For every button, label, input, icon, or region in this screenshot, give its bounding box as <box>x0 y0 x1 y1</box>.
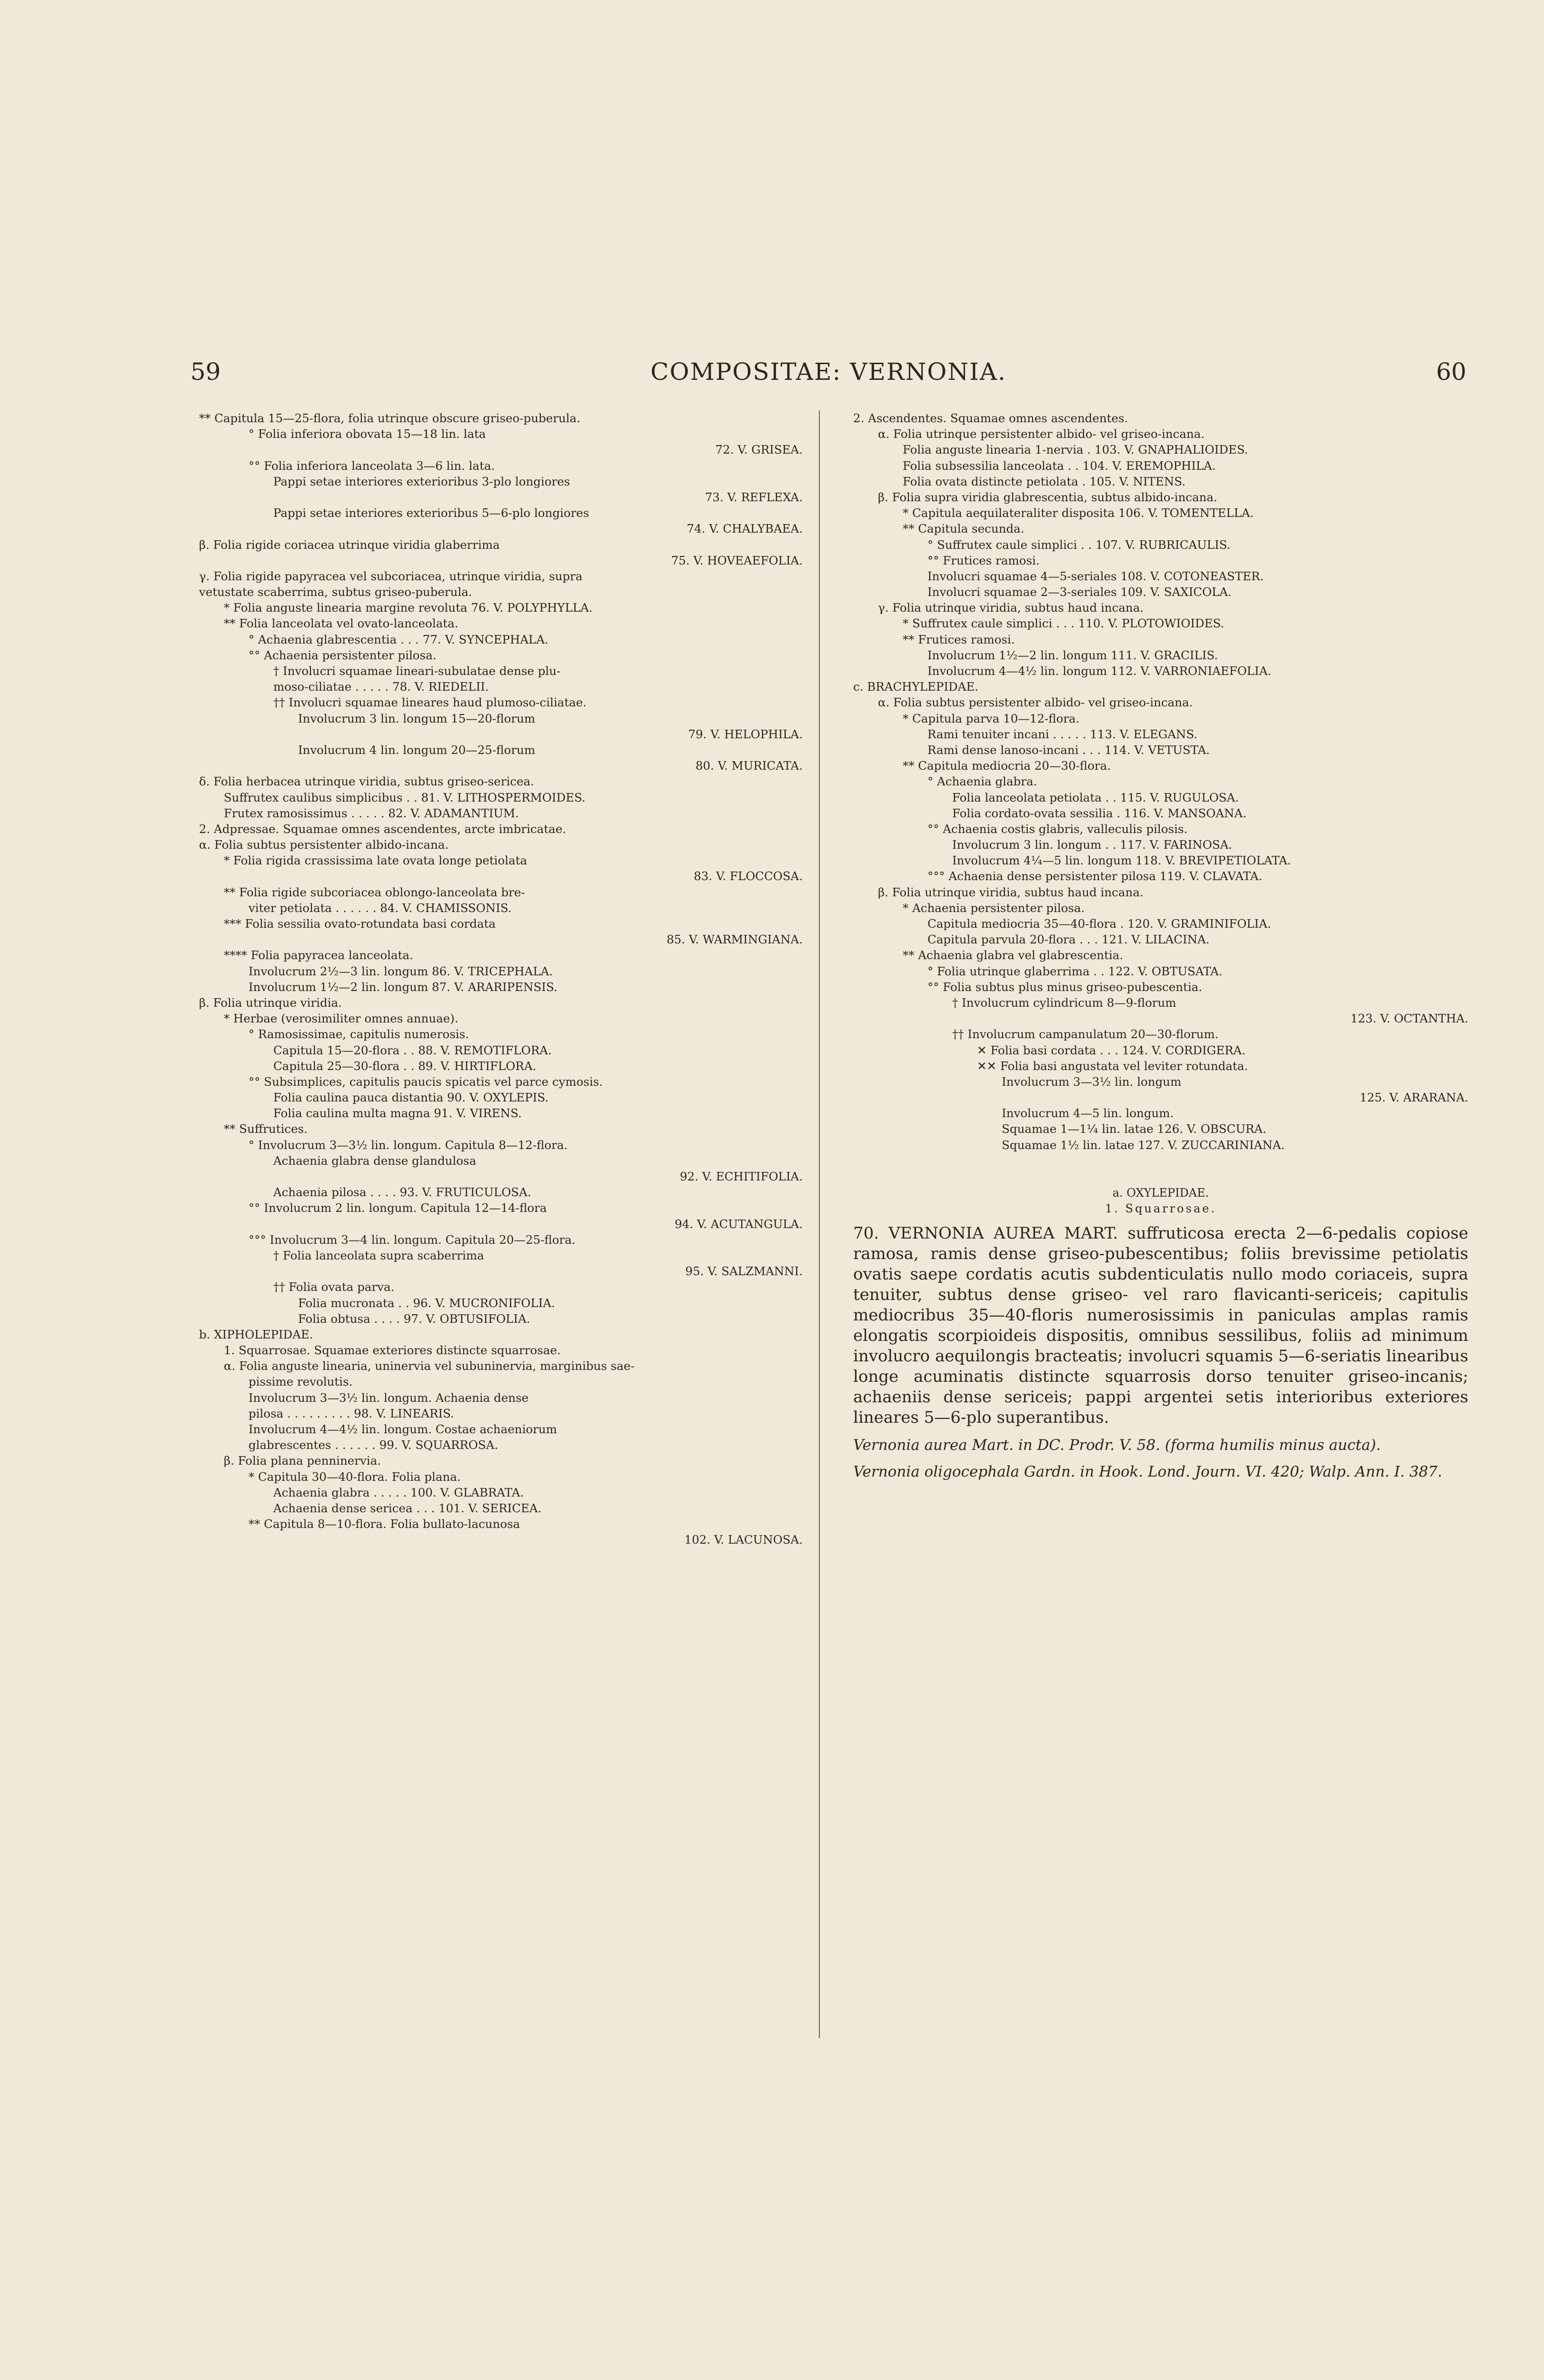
key-line: ° Folia inferiora obovata 15—18 lin. lata <box>249 427 486 441</box>
key-line: Folia caulina multa magna 91. V. VIRENS. <box>273 1106 522 1121</box>
key-line: * Folia rigida crassissima late ovata longe petiolata <box>224 853 528 868</box>
key-line: °° Folia subtus plus minus griseo-pubescentia. <box>927 980 1203 994</box>
key-right-column <box>853 410 1468 1481</box>
key-line: 2. Adpressae. Squamae omnes ascendentes, arcte imbricatae. <box>199 822 567 836</box>
key-line: c. BRACHYLEPIDAE. <box>853 680 979 694</box>
key-line: * Folia anguste linearia margine revoluta 76. V. POLYPHYLLA. <box>224 601 593 615</box>
key-line: † Folia lanceolata supra scaberrima <box>273 1248 484 1262</box>
key-line: °° Achaenia costis glabris, valleculis pilosis. <box>927 822 1188 836</box>
key-line: 123. V. OCTANTHA. <box>1350 1012 1468 1026</box>
key-line: ° Achaenia glabrescentia . . . 77. V. SYNCEPHALA. <box>249 632 548 646</box>
key-line: 80. V. MURICATA. <box>695 759 803 773</box>
key-line: *** Folia sessilia ovato-rotundata basi cordata <box>224 917 496 931</box>
key-line: ** Suffrutices. <box>224 1122 308 1136</box>
key-line: * Capitula parva 10—12-flora. <box>903 711 1080 725</box>
key-line: Squamae 1—1¼ lin. latae 126. V. OBSCURA. <box>1002 1122 1266 1136</box>
key-line: Folia caulina pauca distantia 90. V. OXYLEPIS. <box>273 1091 549 1105</box>
key-line: 95. V. SALZMANNI. <box>685 1264 803 1279</box>
key-line: Involucrum 4—4½ lin. longum. Costae achaeniorum <box>249 1422 557 1436</box>
key-line: β. Folia utrinque viridia, subtus haud incana. <box>878 885 1144 899</box>
key-line: 79. V. HELOPHILA. <box>688 727 803 741</box>
page-number-right: 60 <box>1436 358 1466 386</box>
key-line: Squamae 1½ lin. latae 127. V. ZUCCARINIANA. <box>1002 1138 1285 1152</box>
key-line: °° Subsimplices, capitulis paucis spicatis vel parce cymosis. <box>249 1074 603 1089</box>
key-line: δ. Folia herbacea utrinque viridia, subtus griseo-sericea. <box>199 774 534 789</box>
key-line: ** Capitula 15—25-flora, folia utrinque obscure griseo-puberula. <box>199 411 580 425</box>
key-line: Capitula parvula 20-flora . . . 121. V. LILACINA. <box>927 932 1210 947</box>
key-line: Involucrum 3—3½ lin. longum. Achaenia dense <box>249 1390 529 1405</box>
key-line: Involucrum 1½—2 lin. longum 111. V. GRACILIS. <box>927 648 1218 662</box>
key-line: Rami dense lanoso-incani . . . 114. V. VETUSTA. <box>927 743 1210 757</box>
section-subheading: 1. Squarrosae. <box>1105 1202 1216 1216</box>
key-line: 125. V. ARARANA. <box>1359 1091 1468 1105</box>
key-line: † Involucrum cylindricum 8—9-florum <box>952 995 1176 1010</box>
key-line: β. Folia supra viridia glabrescentia, subtus albido-incana. <box>878 490 1217 504</box>
key-line: * Suffrutex caule simplici . . . 110. V. PLOTOWIOIDES. <box>903 616 1225 631</box>
key-line: α. Folia anguste linearia, uninervia vel subuninervia, marginibus sae- <box>224 1359 635 1373</box>
page-number-left: 59 <box>190 358 221 386</box>
key-line: pissime revolutis. <box>249 1375 353 1389</box>
key-line: 102. V. LACUNOSA. <box>684 1533 803 1547</box>
key-line: Involucrum 4—5 lin. longum. <box>1002 1106 1174 1121</box>
key-line: α. Folia subtus persistenter albido-incana. <box>199 838 449 852</box>
key-line: **** Folia papyracea lanceolata. <box>224 948 413 962</box>
citation-2: Vernonia oligocephala Gardn. in Hook. Lond. Journ. VI. 420; Walp. Ann. I. 387. <box>853 1463 1443 1481</box>
key-line: Involucrum 3—3½ lin. longum <box>1002 1074 1182 1089</box>
running-title: COMPOSITAE: VERNONIA. <box>650 358 1006 386</box>
key-line: * Capitula aequilateraliter disposita 106. V. TOMENTELLA. <box>903 506 1254 520</box>
key-line: 85. V. WARMINGIANA. <box>667 932 803 947</box>
key-line: * Capitula 30—40-flora. Folia plana. <box>249 1469 461 1484</box>
key-line: Suffrutex caulibus simplicibus . . 81. V. LITHOSPERMOIDES. <box>224 790 586 804</box>
key-line: viter petiolata . . . . . . 84. V. CHAMISSONIS. <box>249 901 512 915</box>
key-line: Folia cordato-ovata sessilia . 116. V. MANSOANA. <box>952 806 1246 820</box>
key-line: Folia anguste linearia 1-nervia . 103. V. GNAPHALIOIDES. <box>903 443 1248 457</box>
key-line: °° Involucrum 2 lin. longum. Capitula 12—14-flora <box>249 1201 547 1215</box>
key-line: Involucri squamae 4—5-seriales 108. V. COTONEASTER. <box>927 569 1264 583</box>
key-line: α. Folia utrinque persistenter albido- vel griseo-incana. <box>878 427 1205 441</box>
key-line: pilosa . . . . . . . . . 98. V. LINEARIS. <box>249 1406 454 1420</box>
key-line: ** Capitula 8—10-flora. Folia bullato-lacunosa <box>249 1517 520 1531</box>
key-line: β. Folia rigide coriacea utrinque viridia glaberrima <box>199 537 500 552</box>
key-line: 74. V. CHALYBAEA. <box>687 522 803 536</box>
key-line: Achaenia dense sericea . . . 101. V. SERICEA. <box>273 1501 542 1515</box>
key-line: moso-ciliatae . . . . . 78. V. RIEDELII. <box>273 680 489 694</box>
key-line: Involucrum 4 lin. longum 20—25-florum <box>298 743 536 757</box>
citation-1: Vernonia aurea Mart. in DC. Prodr. V. 58. (forma humilis minus aucta). <box>853 1437 1381 1454</box>
key-line: Involucrum 1½—2 lin. longum 87. V. ARARIPENSIS. <box>249 980 558 994</box>
key-left-column <box>199 410 803 1548</box>
key-line: Capitula mediocria 35—40-flora . 120. V. GRAMINIFOLIA. <box>927 917 1271 931</box>
key-line: b. XIPHOLEPIDAE. <box>199 1327 313 1341</box>
key-right-lines <box>853 410 1468 1153</box>
key-line: 2. Ascendentes. Squamae omnes ascendentes. <box>853 411 1128 425</box>
key-line: Involucrum 2½—3 lin. longum 86. V. TRICEPHALA. <box>249 964 553 978</box>
key-line: Involucrum 3 lin. longum . . 117. V. FARINOSA. <box>952 838 1233 852</box>
species-description: 70. VERNONIA AUREA MART. suffruticosa erecta 2—6-pedalis copiose ramosa, ramis dense griseo-pubescentibus; foliis brevissime petiolatis ovatis saepe cordatis acutis subdenticulatis nullo modo coriaceis, supra tenuiter, subtus dense griseo- vel raro flavicanti-sericeis; capitulis mediocribus 35—40-floris numerosissimis in paniculas amplas ramis elongatis scorpioideis dispositis, omnibus sessilibus, foliis ad minimum involucro aequilongis bracteatis; involucri squamis 5—6-seriatis linearibus longe acuminatis distincte squarrosis dorso tenuiter griseo-incanis; achaeniis dense sericeis; pappi argentei setis interioribus exteriores lineares 5—6-plo superantibus. <box>853 1224 1468 1428</box>
key-line: Pappi setae interiores exterioribus 3-plo longiores <box>273 474 570 488</box>
key-line: Frutex ramosissimus . . . . . 82. V. ADAMANTIUM. <box>224 806 519 820</box>
section-heading: a. OXYLEPIDAE. <box>1112 1186 1209 1200</box>
key-line: Capitula 15—20-flora . . 88. V. REMOTIFLORA. <box>273 1043 552 1057</box>
key-line: * Herbae (verosimiliter omnes annuae). <box>224 1012 458 1026</box>
key-line: °° Achaenia persistenter pilosa. <box>249 648 437 662</box>
key-line: Folia lanceolata petiolata . . 115. V. RUGULOSA. <box>952 790 1239 804</box>
key-line: ° Ramosissimae, capitulis numerosis. <box>249 1027 469 1041</box>
key-line: vetustate scaberrima, subtus griseo-puberula. <box>199 585 472 599</box>
key-line: ✕✕ Folia basi angustata vel leviter rotundata. <box>977 1059 1248 1073</box>
key-line: 94. V. ACUTANGULA. <box>675 1217 803 1231</box>
key-line: Folia subsessilia lanceolata . . 104. V. EREMOPHILA. <box>903 458 1216 473</box>
key-line: γ. Folia utrinque viridia, subtus haud incana. <box>878 601 1144 615</box>
key-line: †† Folia ovata parva. <box>273 1280 395 1294</box>
key-line: 1. Squarrosae. Squamae exteriores distincte squarrosae. <box>224 1343 561 1358</box>
key-line: ° Achaenia glabra. <box>927 774 1037 789</box>
key-line: β. Folia utrinque viridia. <box>199 995 342 1010</box>
key-line: 83. V. FLOCCOSA. <box>694 869 803 883</box>
key-line: * Achaenia persistenter pilosa. <box>903 901 1085 915</box>
key-line: ° Folia utrinque glaberrima . . 122. V. OBTUSATA. <box>927 964 1223 978</box>
key-line: Involucrum 4¼—5 lin. longum 118. V. BREVIPETIOLATA. <box>952 853 1291 868</box>
page-header <box>190 358 1466 387</box>
key-line: Pappi setae interiores exterioribus 5—6-plo longiores <box>273 506 589 520</box>
key-line: Folia mucronata . . 96. V. MUCRONIFOLIA. <box>298 1296 555 1310</box>
key-line: † Involucri squamae lineari-subulatae dense plu- <box>273 664 561 678</box>
key-line: 72. V. GRISEA. <box>715 443 803 457</box>
key-line: Achaenia glabra dense glandulosa <box>273 1153 477 1168</box>
column-divider <box>819 410 820 2038</box>
key-line: ** Folia rigide subcoriacea oblongo-lanceolata bre- <box>224 885 525 899</box>
key-line: Capitula 25—30-flora . . 89. V. HIRTIFLORA. <box>273 1059 537 1073</box>
key-line: ** Capitula mediocria 20—30-flora. <box>903 759 1111 773</box>
key-line: Involucrum 4—4½ lin. longum 112. V. VARRONIAEFOLIA. <box>927 664 1272 678</box>
key-line: †† Involucri squamae lineares haud plumoso-ciliatae. <box>273 695 587 710</box>
key-line: Involucri squamae 2—3-seriales 109. V. SAXICOLA. <box>927 585 1232 599</box>
key-line: ° Involucrum 3—3½ lin. longum. Capitula 8—12-flora. <box>249 1138 568 1152</box>
key-line: ** Achaenia glabra vel glabrescentia. <box>903 948 1124 962</box>
key-line: glabrescentes . . . . . . 99. V. SQUARROSA. <box>249 1438 498 1452</box>
key-line: ** Folia lanceolata vel ovato-lanceolata. <box>224 616 458 631</box>
key-line: °° Folia inferiora lanceolata 3—6 lin. lata. <box>249 458 495 473</box>
key-line: ° Suffrutex caule simplici . . 107. V. RUBRICAULIS. <box>927 537 1231 552</box>
key-line: ✕ Folia basi cordata . . . 124. V. CORDIGERA. <box>977 1043 1246 1057</box>
key-line: ** Capitula secunda. <box>903 522 1025 536</box>
key-line: Achaenia pilosa . . . . 93. V. FRUTICULOSA. <box>273 1185 531 1200</box>
key-line: Folia obtusa . . . . 97. V. OBTUSIFOLIA. <box>298 1311 530 1326</box>
key-line: 75. V. HOVEAEFOLIA. <box>671 553 803 567</box>
key-line: °° Frutices ramosi. <box>927 553 1040 567</box>
key-line: Folia ovata distincte petiolata . 105. V. NITENS. <box>903 474 1185 488</box>
key-line: Involucrum 3 lin. longum 15—20-florum <box>298 711 536 725</box>
key-line: β. Folia plana penninervia. <box>224 1454 381 1468</box>
key-line: 92. V. ECHITIFOLIA. <box>680 1170 803 1183</box>
key-line: °°° Achaenia dense persistenter pilosa 119. V. CLAVATA. <box>927 869 1263 883</box>
key-line: 73. V. REFLEXA. <box>705 490 803 504</box>
key-line: Rami tenuiter incani . . . . . 113. V. ELEGANS. <box>927 727 1198 741</box>
key-line: Achaenia glabra . . . . . 100. V. GLABRATA. <box>273 1485 524 1499</box>
key-line: γ. Folia rigide papyracea vel subcoriacea, utrinque viridia, supra <box>199 569 583 583</box>
key-line: °°° Involucrum 3—4 lin. longum. Capitula 20—25-flora. <box>249 1232 576 1247</box>
key-line: ** Frutices ramosi. <box>903 632 1015 646</box>
key-line: α. Folia subtus persistenter albido- vel griseo-incana. <box>878 695 1193 710</box>
key-line: †† Involucrum campanulatum 20—30-florum. <box>952 1027 1219 1041</box>
